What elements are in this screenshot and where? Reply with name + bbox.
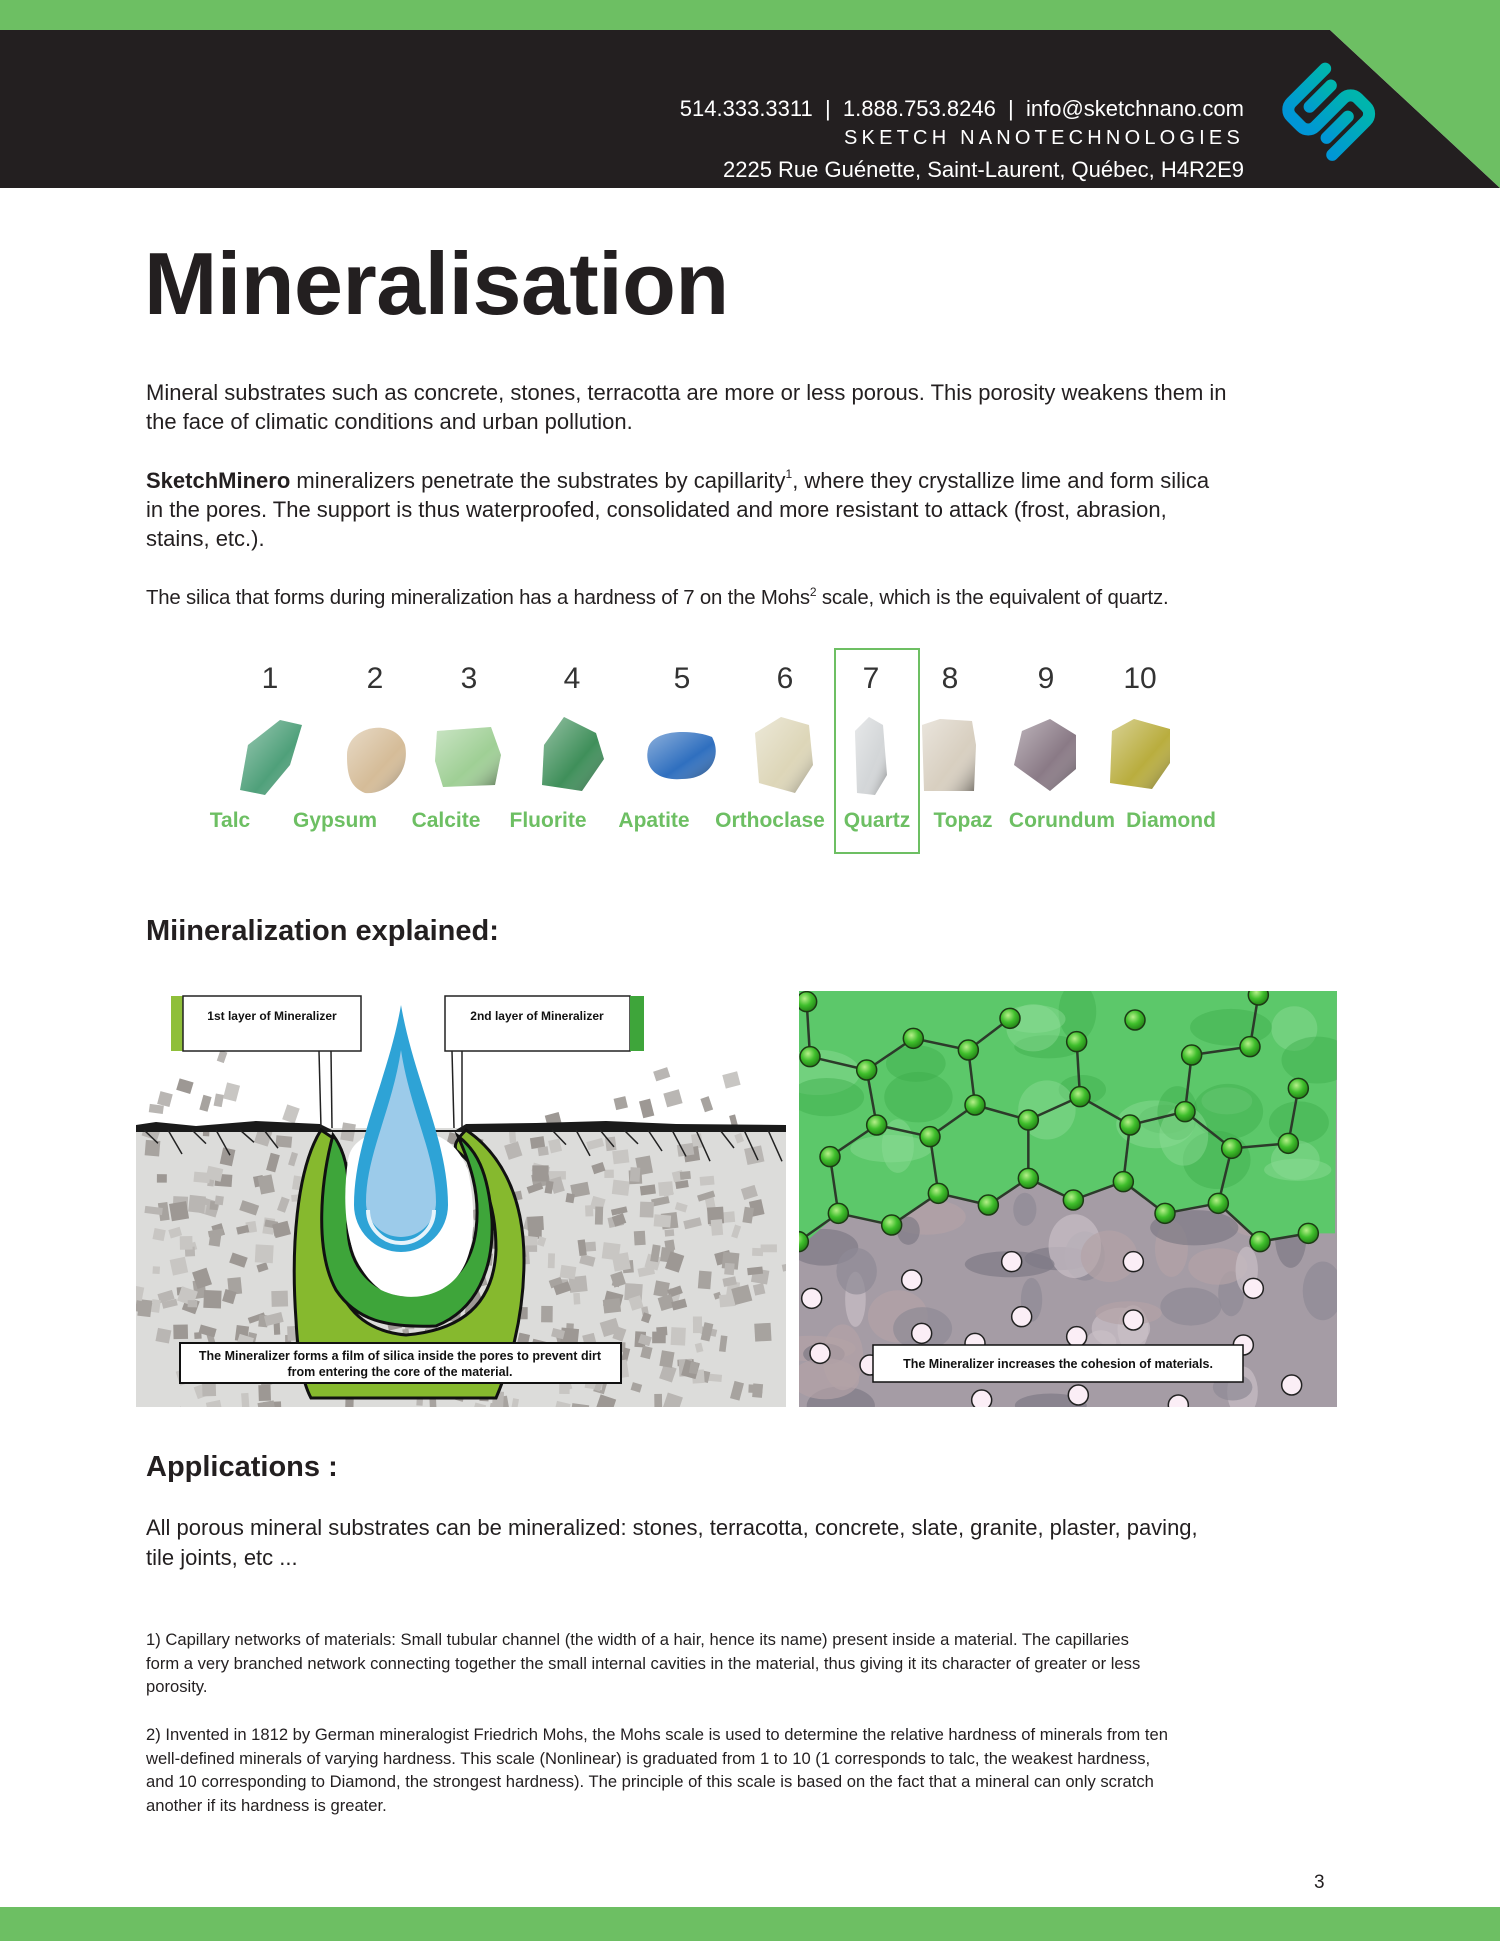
mineral-image-apatite [642, 710, 722, 800]
hardness-number: 9 [1037, 662, 1055, 695]
pore [1068, 1385, 1088, 1405]
silica-node [1120, 1115, 1140, 1135]
silica-node [903, 1028, 923, 1048]
legend-swatch-layer1 [171, 996, 183, 1051]
mineral-name: Orthoclase [715, 809, 825, 832]
footnote-ref-2: 2 [809, 585, 817, 599]
footnote-ref-1: 1 [785, 467, 793, 481]
text-segment: scale, which is the equivalent of quartz. [816, 587, 1169, 609]
diagram-mineralizer-pore [136, 990, 786, 1407]
mineral-image-orthoclase [745, 710, 825, 800]
silica-node [1113, 1172, 1133, 1192]
hardness-number: 10 [1123, 662, 1157, 695]
pore [912, 1323, 932, 1343]
silica-node [1063, 1190, 1083, 1210]
label-box-layer1 [183, 996, 361, 1051]
applications-paragraph [146, 1513, 1198, 1573]
silica-node [1208, 1193, 1228, 1213]
silica-node [1070, 1087, 1090, 1107]
silica-node [1182, 1045, 1202, 1065]
pore [802, 1288, 822, 1308]
hardness-number: 4 [563, 662, 581, 695]
section-heading-applications: Applications : [146, 1451, 338, 1483]
text-line: form a very branched network connecting together the small internal cavities in the material, thus giving it its character of greater or less [146, 1653, 1141, 1673]
pore [810, 1343, 830, 1363]
silica-node [1000, 1008, 1020, 1028]
label-layer1: 1st layer of Mineralizer [207, 1009, 337, 1023]
mineral-name: Gypsum [292, 809, 378, 832]
silica-node [799, 992, 817, 1012]
silica-node [800, 1047, 820, 1067]
text-line: another if its hardness is greater. [146, 1796, 387, 1816]
sketch-logo-icon [1276, 56, 1380, 166]
mineral-image-diamond [1100, 710, 1180, 800]
silica-node [928, 1183, 948, 1203]
text-line: 2) Invented in 1812 by German mineralogist Friedrich Mohs, the Mohs scale is used to determine the relative hardness of minerals from ten [146, 1725, 1168, 1744]
caption-line: The Mineralizer forms a film of silica inside the pores to prevent dirt [198, 1349, 602, 1363]
silica-node [978, 1195, 998, 1215]
silica-node [1278, 1133, 1298, 1153]
pore [972, 1390, 992, 1407]
mineral-name: Diamond [1126, 809, 1216, 832]
text-line: well-defined minerals of varying hardness. This scale (Nonlinear) is graduated from 1 to 10 (1 corresponds to talc, the weakest hardness, [146, 1748, 1151, 1768]
silica-node [958, 1040, 978, 1060]
mineral-name: Calcite [411, 809, 481, 832]
contact-line: 514.333.3311 | 1.888.753.8246 | info@sketchnano.com [679, 96, 1244, 121]
silica-node [1175, 1102, 1195, 1122]
mineral-image-fluorite [532, 710, 612, 800]
diagram-cohesion [799, 991, 1337, 1407]
caption: The Mineralizer increases the cohesion of materials. [903, 1357, 1213, 1371]
silica-node [882, 1215, 902, 1235]
silica-node [1240, 1037, 1260, 1057]
mineral-name: Topaz [933, 809, 993, 832]
text-segment: The silica that forms during mineralization has a hardness of 7 on the Mohs [146, 587, 810, 609]
hardness-number: 8 [941, 662, 959, 695]
text-line: All porous mineral substrates can be mineralized: stones, terracotta, concrete, slate, granite, plaster, paving, [146, 1515, 1198, 1540]
top-accent-bar [0, 0, 1500, 30]
silica-node [867, 1115, 887, 1135]
silica-node [965, 1095, 985, 1115]
text-line: the face of climatic conditions and urban pollution. [146, 409, 633, 434]
mineral-name: Talc [209, 809, 251, 832]
mineral-name: Quartz [843, 809, 911, 832]
silica-node [1125, 1010, 1145, 1030]
mineral-image-calcite [429, 710, 509, 800]
silica-node [1250, 1232, 1270, 1252]
pore [1123, 1310, 1143, 1330]
mineral-name: Apatite [618, 809, 690, 832]
silica-node [1155, 1203, 1175, 1223]
text-line: 1) Capillary networks of materials: Small tubular channel (the width of a hair, hence its name) present inside a material. The capillaries [146, 1630, 1129, 1649]
product-name: SketchMinero [146, 468, 291, 493]
silica-node [1288, 1078, 1308, 1098]
page-title: Mineralisation [144, 234, 729, 333]
text-line: in the pores. The support is thus waterproofed, consolidated and more resistant to attack (frost, abrasion, [146, 497, 1167, 522]
bottom-accent-bar [0, 1907, 1500, 1941]
text-line: tile joints, etc ... [146, 1545, 298, 1570]
silica-node [1248, 991, 1268, 1005]
page-header [0, 30, 1500, 188]
silica-node [1067, 1032, 1087, 1052]
pore [1002, 1252, 1022, 1272]
company-name: SKETCH NANOTECHNOLOGIES [844, 127, 1244, 149]
legend-swatch-layer2 [630, 996, 644, 1051]
label-layer2: 2nd layer of Mineralizer [470, 1009, 604, 1023]
pore [1282, 1375, 1302, 1395]
silica-node [920, 1127, 940, 1147]
mineral-name: Corundum [1008, 809, 1116, 832]
hardness-number: 1 [261, 662, 279, 695]
mineral-image-talc [230, 710, 310, 800]
hardness-number: 2 [366, 662, 384, 695]
text-line: Mineral substrates such as concrete, stones, terracotta are more or less porous. This porosity weakens them in [146, 380, 1227, 405]
hardness-number: 3 [460, 662, 478, 695]
section-heading-explained: Miineralization explained: [146, 915, 499, 947]
text-line: stains, etc.). [146, 526, 265, 551]
hardness-number: 6 [776, 662, 794, 695]
pore [1123, 1252, 1143, 1272]
mineral-name: Fluorite [509, 809, 587, 832]
silica-node [1018, 1168, 1038, 1188]
company-address: 2225 Rue Guénette, Saint-Laurent, Québec, H4R2E9 [722, 157, 1244, 182]
intro-paragraph-3 [146, 584, 1168, 613]
footnote-1 [146, 1628, 1140, 1699]
intro-paragraph-2 [146, 466, 1209, 553]
silica-node [1298, 1223, 1318, 1243]
text-line: porosity. [146, 1677, 208, 1697]
pore [1067, 1327, 1087, 1347]
silica-node [1018, 1110, 1038, 1130]
intro-paragraph-1 [146, 378, 1227, 436]
mineral-image-topaz [910, 710, 990, 800]
hardness-number: 5 [673, 662, 691, 695]
label-box-layer2 [445, 996, 630, 1051]
pore [1012, 1307, 1032, 1327]
page-number: 3 [1314, 1872, 1325, 1893]
highlight-box-quartz [834, 648, 920, 854]
text-segment: , where they crystallize lime and form silica [792, 468, 1210, 493]
mineral-image-corundum [1006, 710, 1086, 800]
silica-node [828, 1203, 848, 1223]
text-line: and 10 corresponding to Diamond, the strongest hardness). The principle of this scale is based on the fact that a mineral can only scratch [146, 1772, 1154, 1792]
footnote-2 [146, 1723, 1168, 1818]
caption-line: from entering the core of the material. [287, 1365, 513, 1379]
silica-node [1222, 1138, 1242, 1158]
silica-node [820, 1147, 840, 1167]
pore [902, 1270, 922, 1290]
pore [1243, 1278, 1263, 1298]
text-segment: mineralizers penetrate the substrates by capillarity [290, 468, 786, 493]
silica-node [857, 1060, 877, 1080]
hardness-number: 7 [862, 662, 880, 695]
mineral-image-gypsum [335, 710, 415, 800]
